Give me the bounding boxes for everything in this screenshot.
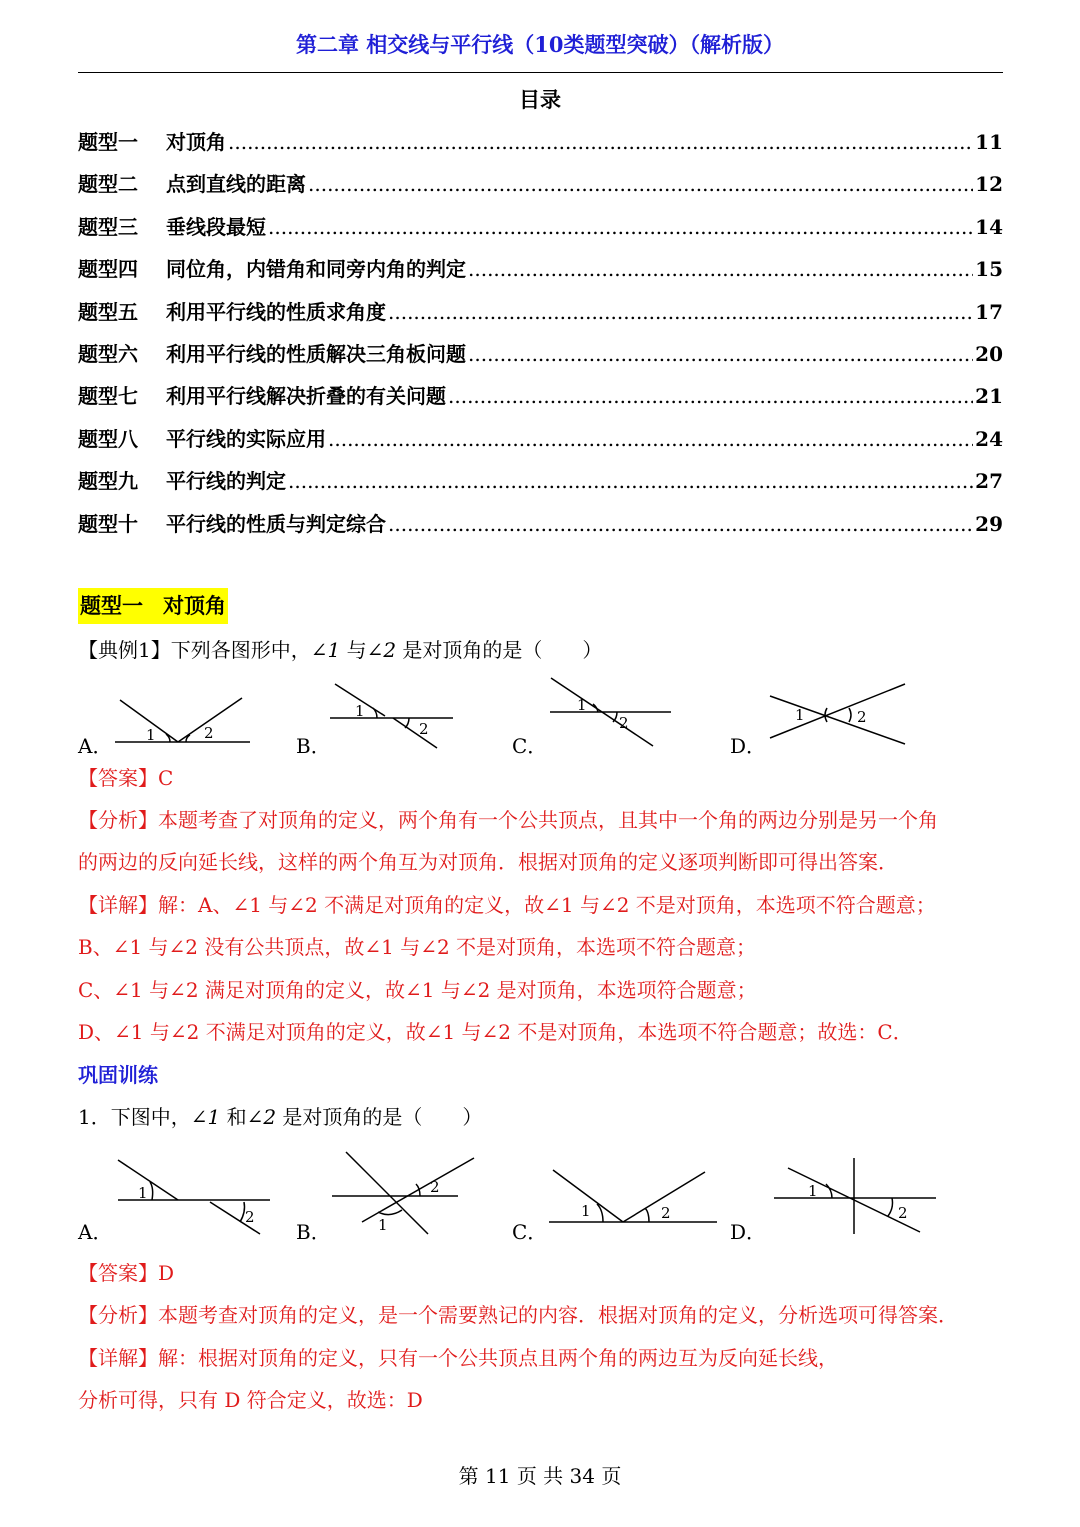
svg-text:2: 2	[898, 1204, 908, 1222]
example-figure-b	[325, 678, 460, 750]
toc-item[interactable]: 题型三 垂线段最短 ..... 14	[78, 211, 1003, 253]
option-a-label: A．	[78, 734, 113, 758]
example-question: 【典例1】下列各图形中，∠1 与∠2 是对顶角的是（ ）	[78, 638, 603, 662]
toc-item[interactable]: 题型九 平行线的判定 ..... 27	[78, 465, 1003, 507]
toc-item[interactable]: 题型二 点到直线的距离 ..... 12	[78, 168, 1003, 210]
svg-text:1: 1	[808, 1182, 818, 1200]
svg-text:1: 1	[795, 706, 805, 724]
practice-heading: 巩固训练	[78, 1063, 158, 1087]
table-of-contents	[78, 126, 1003, 550]
svg-text:1: 1	[577, 696, 587, 714]
svg-text:2: 2	[430, 1178, 440, 1196]
svg-text:2: 2	[245, 1208, 255, 1226]
example-detail-line-2: B、∠1 与∠2 没有公共顶点，故∠1 与∠2 不是对顶角，本选项不符合题意；	[78, 935, 757, 959]
example-analysis-line-2: 的两边的反向延长线，这样的两个角互为对顶角．根据对顶角的定义逐项判断即可得出答案．	[78, 850, 898, 874]
toc-item[interactable]: 题型五 利用平行线的性质求角度 ..... 17	[78, 296, 1003, 338]
svg-text:1: 1	[355, 702, 365, 720]
practice-option-c-label: C．	[512, 1220, 548, 1244]
document-header: 第二章 相交线与平行线（10类题型突破）（解析版）	[295, 32, 785, 57]
practice-figure-d	[770, 1156, 940, 1236]
example-figure-a	[110, 690, 260, 750]
practice-detail-line-2: 分析可得，只有 D 符合定义，故选：D	[78, 1388, 423, 1412]
practice-figure-a	[110, 1152, 280, 1238]
practice-figure-c	[545, 1164, 725, 1230]
toc-title: 目录	[519, 87, 561, 112]
toc-item[interactable]: 题型八 平行线的实际应用 ..... 24	[78, 423, 1003, 465]
svg-text:2: 2	[661, 1204, 671, 1222]
page-footer: 第 11 页 共 34 页	[458, 1464, 622, 1488]
svg-text:2: 2	[619, 714, 629, 732]
toc-item[interactable]: 题型六 利用平行线的性质解决三角板问题 ..... 20	[78, 338, 1003, 380]
svg-text:2: 2	[204, 724, 214, 742]
practice-figure-b	[328, 1148, 478, 1238]
practice-option-b-label: B．	[296, 1220, 331, 1244]
practice-question: 1．下图中，∠1 和∠2 是对顶角的是（ ）	[78, 1105, 483, 1129]
option-d-label: D．	[730, 734, 767, 758]
svg-text:2: 2	[419, 720, 429, 738]
practice-detail-line-1: 【详解】解：根据对顶角的定义，只有一个公共顶点且两个角的两边互为反向延长线，	[78, 1346, 838, 1370]
example-figure-c	[545, 674, 677, 750]
example-analysis-line-1: 【分析】本题考查了对顶角的定义，两个角有一个公共顶点，且其中一个角的两边分别是另一个角	[78, 808, 938, 832]
svg-text:1: 1	[581, 1202, 591, 1220]
svg-text:1: 1	[138, 1184, 148, 1202]
svg-text:2: 2	[857, 708, 867, 726]
section-heading: 题型一 对顶角	[78, 588, 228, 624]
svg-text:1: 1	[378, 1216, 388, 1234]
toc-item[interactable]: 题型七 利用平行线解决折叠的有关问题 ..... 21	[78, 380, 1003, 422]
toc-item[interactable]: 题型十 平行线的性质与判定综合 ..... 29	[78, 508, 1003, 550]
toc-item[interactable]: 题型一 对顶角 ..... 11	[78, 126, 1003, 168]
header-divider	[78, 72, 1003, 73]
toc-item[interactable]: 题型四 同位角，内错角和同旁内角的判定 ..... 15	[78, 253, 1003, 295]
example-detail-line-3: C、∠1 与∠2 满足对顶角的定义，故∠1 与∠2 是对顶角，本选项符合题意；	[78, 978, 757, 1002]
svg-text:1: 1	[146, 726, 156, 744]
practice-option-a-label: A．	[78, 1220, 113, 1244]
practice-option-d-label: D．	[730, 1220, 767, 1244]
example-figure-d	[765, 680, 910, 750]
option-c-label: C．	[512, 734, 548, 758]
practice-analysis: 【分析】本题考查对顶角的定义，是一个需要熟记的内容．根据对顶角的定义，分析选项可得答案．	[78, 1303, 958, 1327]
example-detail-line-4: D、∠1 与∠2 不满足对顶角的定义，故∠1 与∠2 不是对顶角，本选项不符合题意；故选：C．	[78, 1020, 913, 1044]
example-detail-line-1: 【详解】解：A、∠1 与∠2 不满足对顶角的定义，故∠1 与∠2 不是对顶角，本选项不符合题意；	[78, 893, 936, 917]
example-answer: 【答案】C	[78, 766, 174, 790]
practice-answer: 【答案】D	[78, 1261, 175, 1285]
option-b-label: B．	[296, 734, 331, 758]
